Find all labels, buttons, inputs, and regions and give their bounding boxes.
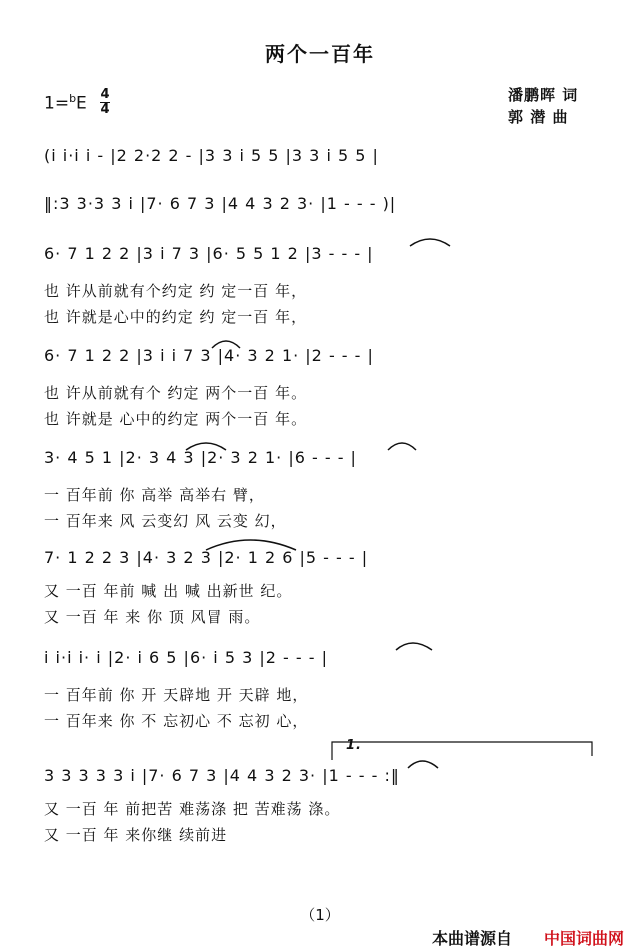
meter-top: 4: [100, 87, 110, 102]
lyric-row-7-verse-2: 一 百年来 你 不 忘初心 不 忘初 心，: [44, 712, 309, 730]
lyric-row-6-verse-2: 又 一百 年 来 你 顶 风冒 雨。: [44, 608, 261, 626]
tie-mark: [206, 540, 296, 550]
tie-mark: [396, 643, 432, 650]
tie-mark: [186, 443, 226, 450]
key-tonic: E: [76, 93, 87, 114]
lyric-row-5-verse-1: 一 百年前 你 高举 高举右 臂，: [44, 486, 265, 504]
tie-mark: [212, 341, 240, 348]
lyric-row-8-verse-2: 又 一百 年 来你继 续前进: [44, 826, 228, 844]
notation-row-5: 3· 4 5 1 |2· 3 4 3 |2· 3 2 1· |6 - - - |: [44, 448, 357, 467]
notation-row-4: 6· 7 1 2 2 |3 i i 7 3 |4· 3 2 1· |2 - - - |: [44, 346, 374, 365]
lyric-row-4-verse-2: 也 许就是 心中的约定 两个一百 年。: [44, 410, 308, 428]
tie-mark: [388, 443, 416, 450]
lyric-row-7-verse-1: 一 百年前 你 开 天辟地 开 天辟 地，: [44, 686, 309, 704]
notation-row-8: 3 3 3 3 3 i |7· 6 7 3 |4 4 3 2 3· |1 - - - :‖: [44, 766, 400, 785]
tie-mark: [408, 761, 438, 768]
volta-label: 1.: [346, 738, 362, 753]
composer-credit: 郭 潜 曲: [508, 108, 569, 126]
lyricist-credit: 潘鹏晖 词: [508, 86, 579, 104]
lyric-row-8-verse-1: 又 一百 年 前把苦 难荡涤 把 苦难荡 涤。: [44, 800, 341, 818]
tie-mark: [410, 239, 450, 246]
lyric-row-4-verse-1: 也 许从前就有个 约定 两个一百 年。: [44, 384, 308, 402]
page-number: （1）: [300, 906, 340, 924]
lyric-row-3-verse-1: 也 许从前就有个约定 约 定一百 年，: [44, 282, 308, 300]
footer-source: 本曲谱源自: [432, 929, 513, 948]
notation-row-6: 7· 1 2 2 3 |4· 3 2 3 |2· 1 2 6 |5 - - - |: [44, 548, 369, 567]
flat-sign: b: [69, 92, 77, 105]
notation-row-2: ‖:3 3·3 3 i |7· 6 7 3 |4 4 3 2 3· |1 - - - )|: [44, 194, 397, 213]
footer-site-link[interactable]: 中国词曲网: [544, 929, 625, 948]
lyric-row-5-verse-2: 一 百年来 风 云变幻 风 云变 幻，: [44, 512, 287, 530]
notation-row-7: i i·i i· i |2· i 6 5 |6· i 5 3 |2 - - - |: [44, 648, 328, 667]
volta-bracket: [332, 742, 592, 760]
song-title: 两个一百年: [265, 42, 375, 66]
notation-row-1: (i i·i i - |2 2·2 2 - |3 3 i 5 5 |3 3 i 5 5 |: [44, 146, 379, 165]
notation-row-3: 6· 7 1 2 2 |3 i 7 3 |6· 5 5 1 2 |3 - - - |: [44, 244, 374, 263]
key-prefix: 1=: [44, 93, 70, 114]
lyric-row-3-verse-2: 也 许就是心中的约定 约 定一百 年，: [44, 308, 308, 326]
meter-bottom: 4: [100, 102, 110, 117]
lyric-row-6-verse-1: 又 一百 年前 喊 出 喊 出新世 纪。: [44, 582, 293, 600]
